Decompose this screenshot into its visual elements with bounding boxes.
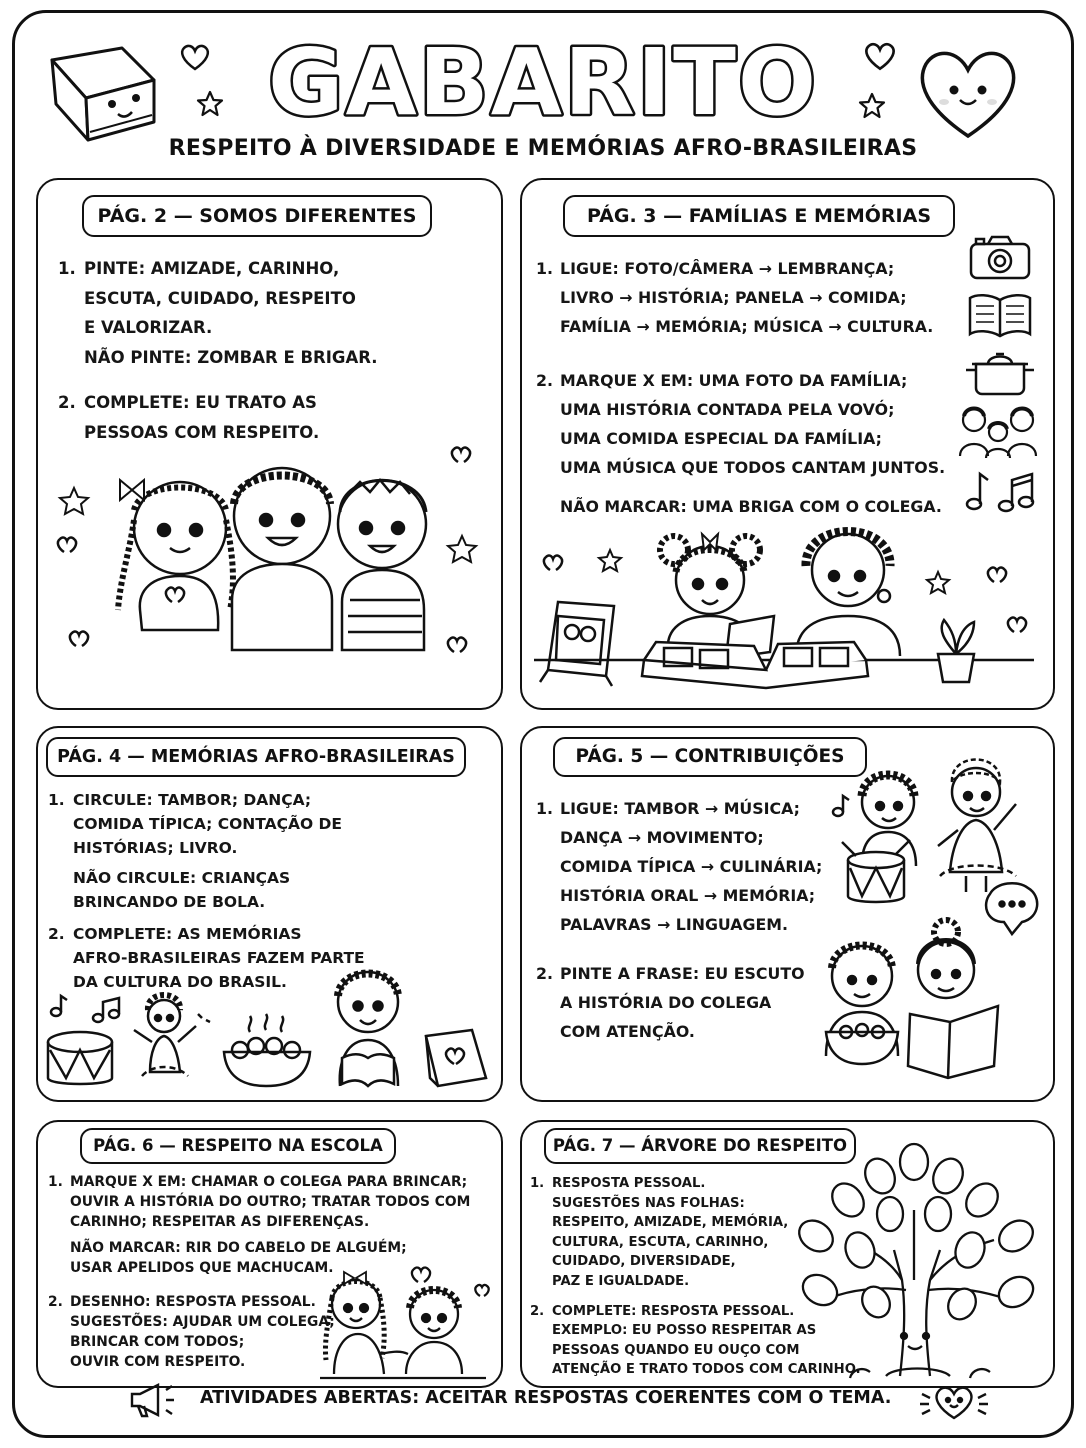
music-notes-icon [964, 468, 1034, 514]
smiling-heart-icon [912, 42, 1024, 142]
answer-line: SUGESTÕES NAS FOLHAS: [552, 1195, 745, 1211]
answer-line: LIGUE: TAMBOR → MÚSICA; [560, 799, 800, 818]
afro-brazilian-culture-illustration [46, 960, 492, 1090]
answer-line: ESCUTA, CUIDADO, RESPEITO [84, 288, 356, 308]
answers-page-3 [536, 254, 956, 521]
answer-line: CIRCULE: TAMBOR; DANÇA; [73, 791, 312, 809]
answer-note: NÃO MARCAR: UMA BRIGA COM O COLEGA. [560, 497, 942, 516]
megaphone-icon [128, 1382, 184, 1418]
speech-bubble-icon [986, 883, 1037, 934]
answer-line: UMA MÚSICA QUE TODOS CANTAM JUNTOS. [560, 458, 946, 477]
answer-note: NÃO CIRCULE: CRIANÇAS [73, 869, 291, 887]
item-number: 1. [536, 259, 553, 278]
drum-icon [48, 1032, 112, 1084]
item-number: 2. [536, 964, 553, 983]
tag-page-2: PÁG. 2 — SOMOS DIFERENTES [82, 195, 432, 237]
answer-line: COMIDA TÍPICA → CULINÁRIA; [560, 857, 823, 876]
answer-line: A HISTÓRIA DO COLEGA [560, 993, 772, 1012]
item-number: 2. [48, 925, 65, 943]
smiling-heart-icon [918, 1380, 990, 1420]
item-number: 1. [48, 791, 65, 809]
answers-page-2 [58, 254, 488, 447]
answer-item [536, 794, 836, 939]
answer-line: CULTURA, ESCUTA, CARINHO, [552, 1234, 769, 1250]
star-icon [858, 92, 886, 120]
answer-line: RESPOSTA PESSOAL. [552, 1176, 706, 1191]
answer-line: PINTE: AMIZADE, CARINHO, [84, 259, 340, 278]
answer-line: MARQUE X EM: CHAMAR O COLEGA PARA BRINCAR; [70, 1174, 468, 1190]
cooking-pot-icon [964, 346, 1036, 398]
answer-item [536, 254, 956, 341]
grandmother-and-girl-illustration [534, 520, 1034, 700]
item-number: 1. [58, 259, 76, 278]
answer-line: CUIDADO, DIVERSIDADE, [552, 1254, 736, 1270]
answer-line: OUVIR A HISTÓRIA DO OUTRO; TRATAR TODOS COM [70, 1194, 471, 1210]
tag-page-5: PÁG. 5 — CONTRIBUIÇÕES [553, 737, 867, 777]
tag-page-7: PÁG. 7 — ÁRVORE DO RESPEITO [544, 1128, 856, 1164]
answer-item [536, 366, 956, 521]
answer-line: UMA HISTÓRIA CONTADA PELA VOVÓ; [560, 400, 895, 419]
camera-icon [968, 234, 1032, 282]
answer-line: OUVIR COM RESPEITO. [70, 1354, 246, 1370]
footer-note: ATIVIDADES ABERTAS: ACEITAR RESPOSTAS COERENTES COM O TEMA. [200, 1388, 892, 1408]
item-number: 1. [48, 1174, 63, 1190]
book-icon [42, 40, 162, 146]
answer-line: CARINHO; RESPEITAR AS DIFERENÇAS. [70, 1214, 370, 1230]
answer-line: NÃO PINTE: ZOMBAR E BRIGAR. [84, 347, 378, 367]
answer-line: COMPLETE: EU TRATO AS [84, 393, 317, 412]
open-book-icon [966, 292, 1034, 340]
answer-line: PAZ E IGUALDADE. [552, 1273, 690, 1289]
tag-page-4: PÁG. 4 — MEMÓRIAS AFRO-BRASILEIRAS [46, 737, 466, 777]
answer-line: AFRO-BRASILEIRAS FAZEM PARTE [73, 949, 365, 967]
item-number: 1. [536, 799, 553, 818]
three-children-illustration [60, 440, 480, 670]
answer-line: PINTE A FRASE: EU ESCUTO [560, 964, 805, 983]
answer-line: LIGUE: FOTO/CÂMERA → LEMBRANÇA; [560, 259, 895, 278]
answer-line: HISTÓRIA ORAL → MEMÓRIA; [560, 886, 816, 905]
answer-line: COMPLETE: RESPOSTA PESSOAL. [552, 1303, 795, 1319]
tag-page-6: PÁG. 6 — RESPEITO NA ESCOLA [80, 1128, 396, 1164]
answer-line: DA CULTURA DO BRASIL. [73, 973, 287, 991]
heart-icon [178, 42, 212, 72]
star-icon [196, 90, 224, 118]
page-subtitle: RESPEITO À DIVERSIDADE E MEMÓRIAS AFRO-BRASILEIRAS [168, 136, 918, 161]
answer-line: LIVRO → HISTÓRIA; PANELA → COMIDA; [560, 288, 907, 307]
item-number: 2. [536, 371, 553, 390]
item-number: 2. [48, 1294, 63, 1310]
item-number: 2. [530, 1303, 545, 1319]
answer-item [58, 388, 488, 447]
answer-line: UMA COMIDA ESPECIAL DA FAMÍLIA; [560, 429, 882, 448]
answer-line: DESENHO: RESPOSTA PESSOAL. [70, 1294, 316, 1310]
answer-line: COM ATENÇÃO. [560, 1022, 695, 1041]
answer-line: PALAVRAS → LINGUAGEM. [560, 915, 788, 934]
answer-line: COMIDA TÍPICA; CONTAÇÃO DE [73, 815, 343, 833]
answer-line: COMPLETE: AS MEMÓRIAS [73, 925, 302, 943]
answer-line: DANÇA → MOVIMENTO; [560, 828, 764, 847]
drum-icon [848, 852, 904, 902]
page-title-text: GABARITO [267, 29, 819, 136]
answer-item [536, 959, 836, 1046]
answer-line: MARQUE X EM: UMA FOTO DA FAMÍLIA; [560, 371, 908, 390]
answer-line: PESSOAS COM RESPEITO. [84, 422, 320, 442]
answer-line: FAMÍLIA → MEMÓRIA; MÚSICA → CULTURA. [560, 317, 934, 336]
answer-line: SUGESTÕES: AJUDAR UM COLEGA; [70, 1314, 335, 1330]
item-number: 2. [58, 393, 76, 412]
answer-line: HISTÓRIAS; LIVRO. [73, 839, 238, 857]
answer-line: BRINCAR COM TODOS; [70, 1334, 245, 1350]
footer [0, 1380, 1086, 1420]
tag-page-3: PÁG. 3 — FAMÍLIAS E MEMÓRIAS [563, 195, 955, 237]
answer-note: USAR APELIDOS QUE MACHUCAM. [70, 1260, 334, 1276]
answer-line: PESSOAS QUANDO EU OUÇO COM [552, 1342, 800, 1358]
children-holding-hands-illustration [310, 1262, 496, 1384]
tree-icon [790, 1140, 1046, 1380]
answer-line: E VALORIZAR. [84, 318, 213, 337]
heart-icon [862, 40, 898, 72]
answer-note: BRINCANDO DE BOLA. [73, 893, 266, 911]
answer-line: ATENÇÃO E TRATO TODOS COM CARINHO. [552, 1362, 861, 1378]
children-contributions-illustration [826, 746, 1046, 1086]
answer-item [58, 254, 488, 372]
answers-page-5 [536, 794, 836, 1046]
answer-line: RESPEITO, AMIZADE, MEMÓRIA, [552, 1215, 789, 1231]
family-icon [958, 402, 1038, 458]
answer-item [48, 788, 478, 914]
item-number: 1. [530, 1176, 545, 1191]
answer-line: EXEMPLO: EU POSSO RESPEITAR AS [552, 1323, 817, 1339]
answer-note: NÃO MARCAR: RIR DO CABELO DE ALGUÉM; [70, 1240, 407, 1256]
